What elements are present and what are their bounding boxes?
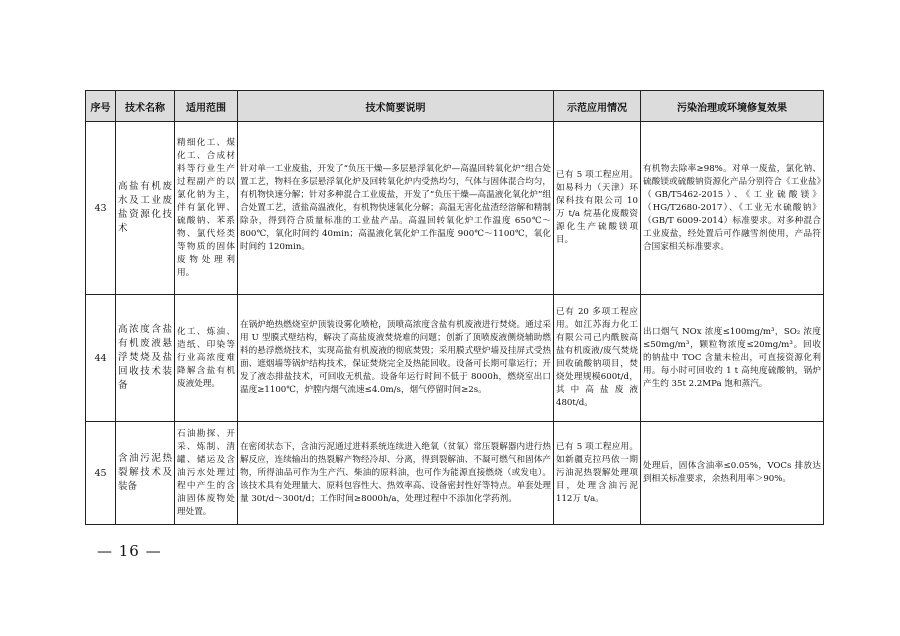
table-header-row	[86, 91, 824, 122]
row-tech-name: 含油污泥热裂解技术及装备	[116, 422, 175, 525]
header-demo: 示范应用情况	[554, 91, 641, 122]
row-effect: 处理后，固体含油率≤0.05%，VOCs 排放达到相关标准要求，余热利用率＞90%。	[641, 422, 824, 525]
header-num: 序号	[86, 91, 116, 122]
row-num: 45	[86, 422, 116, 525]
header-scope: 适用范围	[175, 91, 238, 122]
table-row	[86, 122, 824, 295]
row-effect: 有机物去除率≥98%。对单一废盐，氯化钠、硫酸镁或硫酸钠资源化产品分别符合《工业盐》（GB/T5462-2015）、《工业硫酸镁》（HG/T2680-2017）、《工业无水硫酸钠》（GB/T 6009-2014）标准要求。对多种混合工业废盐，经处置后可作融雪剂使用，产品符合国家相关标准要求。	[641, 122, 824, 295]
row-tech-name: 高盐有机废水及工业废盐资源化技术	[116, 122, 175, 295]
row-demo: 已有 5 项工程应用。如新疆克拉玛依一期污油泥热裂解处理项目，处理含油污泥 112万 t/a。	[554, 422, 641, 525]
row-desc: 在密闭状态下，含油污泥通过进料系统连续进入绝氧（贫氧）常压裂解器内进行热解反应，连续输出的热裂解产物经冷却、分离，得到裂解油、不凝可燃气和固体产物，所得油品可作为生产汽、柴油的原料油，也可作为能源直接燃烧（或发电）。该技术具有处理量大、原料包容性大、热效率高、设备密封性好等特点。单套处理量 30t/d～300t/d；工作时间≥8000h/a，处理过程中不添加化学药剂。	[238, 422, 554, 525]
header-effect: 污染治理或环境修复效果	[641, 91, 824, 122]
page-number: — 16 —	[97, 542, 162, 560]
row-scope: 石油勘探、开采、炼制、清罐、储运及含油污水处理过程中产生的含油固体废物处理处置。	[175, 422, 238, 525]
row-demo: 已有 20 多项工程应用。如江苏海力化工有限公司己内酰胺高盐有机废液/废气焚烧回收硫酸钠项目，焚烧处理规模600t/d，其中高盐废液 480t/d。	[554, 295, 641, 422]
row-effect: 出口烟气 NOx 浓度≤100mg/m³，SO₂ 浓度≤50mg/m³，颗粒物浓度≤20mg/m³。回收的钠盐中 TOC 含量未检出，可直接资源化利用。每小时可回收约 1 t 高纯度硫酸钠，锅炉产生约 35t 2.2MPa 饱和蒸汽。	[641, 295, 824, 422]
technology-table	[85, 90, 824, 525]
row-num: 44	[86, 295, 116, 422]
header-name: 技术名称	[116, 91, 175, 122]
table-row	[86, 422, 824, 525]
row-desc: 针对单一工业废盐，开发了“负压干燥—多层悬浮氧化炉—高温回转氧化炉”组合处置工艺，物料在多层悬浮氧化炉及回转氧化炉内受热均匀，气体与固体混合均匀，有机物快速分解；针对多种混合工业废盐，开发了“负压干燥—高温液化氧化炉”组合处置工艺，渣盐高温液化，有机物快速氧化分解；高温无害化盐渣经溶解和精制除杂，得到符合质量标准的工业盐产品。高温回转氧化炉工作温度 650℃～800℃，氧化时间约 40min；高温液化氧化炉工作温度 900℃～1100℃，氧化时间约 120min。	[238, 122, 554, 295]
table-row	[86, 295, 824, 422]
row-num: 43	[86, 122, 116, 295]
header-desc: 技术简要说明	[238, 91, 554, 122]
row-scope: 精细化工、煤化工、合成材料等行业生产过程副产的以氯化钠为主，伴有氯化钾、硫酸钠、苯系物、氯代烃类等物质的固体废物处理利用。	[175, 122, 238, 295]
row-tech-name: 高浓度含盐有机废液悬浮焚烧及盐回收技术装备	[116, 295, 175, 422]
row-scope: 化工、炼油、造纸、印染等行业高浓度难降解含盐有机废液处理。	[175, 295, 238, 422]
row-desc: 在锅炉绝热燃烧室炉顶装设雾化喷枪，顶喷高浓度含盐有机废液进行焚烧。通过采用 U 型膜式壁结构，解决了高盐废液焚烧难的问题；创新了顶喷废液侧烧辅助燃料的悬浮燃烧技术，实现高盐有机废液的彻底焚毁；采用膜式壁炉墙及挂屏式受热面、遮烟墙等锅炉结构技术，保证焚烧完全及热能回收。设备可长期可靠运行；开发了液态排盐技术，可回收无机盐。设备年运行时间不低于 8000h，燃烧室出口温度≥1100℃，炉膛内烟气流速≤4.0m/s，烟气停留时间≥2s。	[238, 295, 554, 422]
row-demo: 已有 5 项工程应用。如易科力（天津）环保科技有限公司 10 万 t/a 烷基化废酸资源化生产硫酸镁项目。	[554, 122, 641, 295]
